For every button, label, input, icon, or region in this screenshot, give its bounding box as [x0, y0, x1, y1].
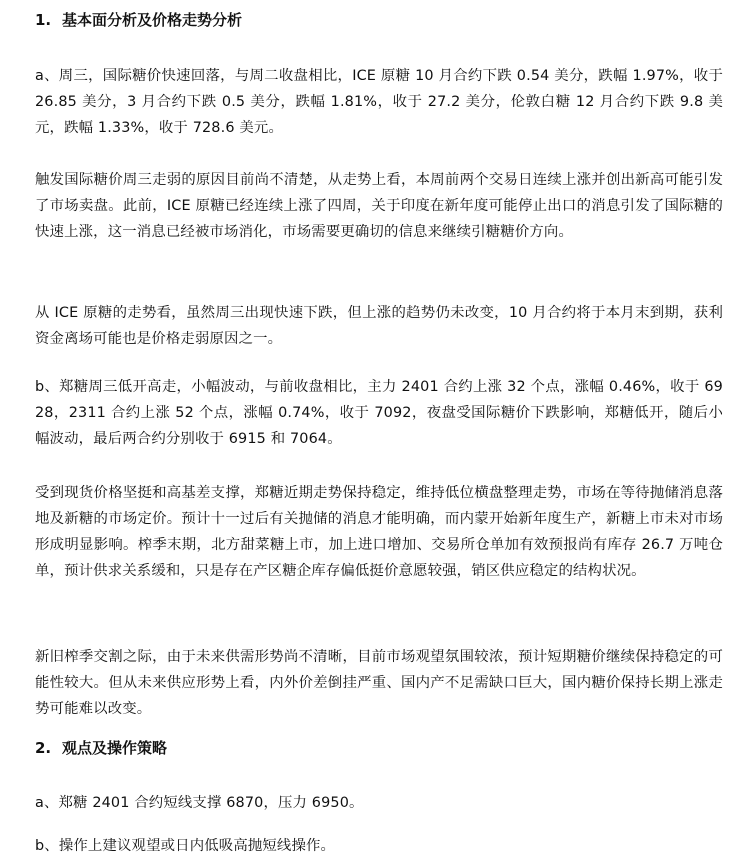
section-heading-strategy [35, 738, 167, 758]
paragraph-support-resistance: a、郑糖 2401 合约短线支撑 6870，压力 6950。 [35, 795, 364, 812]
section-heading-analysis [35, 10, 242, 30]
section-title: 观点及操作策略 [62, 739, 168, 757]
paragraph-ice-trend: 从 ICE 原糖的走势看，虽然周三出现快速下跌，但上涨的趋势仍未改变，10 月合约将于本月末到期，获利资金离场可能也是价格走弱原因之一。 [35, 305, 723, 348]
section-number: 1. [35, 11, 52, 29]
paragraph-operation-advice: b、操作上建议观望或日内低吸高抛短线操作。 [35, 838, 336, 855]
paragraph-ice-sugar-prices: a、周三，国际糖价快速回落，与周二收盘相比，ICE 原糖 10 月合约下跌 0.54 美分，跌幅 1.97%，收于 26.85 美分，3 月合约下跌 0.5 美分，跌幅 1.81%，收于 27.2 美分，伦敦白糖 12 月合约下跌 9.8 美元，跌幅 1.33%，收于 728.6 美元。 [35, 68, 723, 137]
paragraph-season-outlook: 新旧榨季交割之际，由于未来供需形势尚不清晰，目前市场观望氛围较浓，预计短期糖价继续保持稳定的可能性较大。但从未来供应形势上看，内外价差倒挂严重、国内产不足需缺口巨大，国内糖价保持长期上涨走势可能难以改变。 [35, 649, 723, 718]
paragraph-spot-support: 受到现货价格坚挺和高基差支撑，郑糖近期走势保持稳定，维持低位横盘整理走势，市场在等待抛储消息落地及新糖的市场定价。预计十一过后有关抛储的消息才能明确，而内蒙开始新年度生产，新糖上市未对市场形成明显影响。榨季末期，北方甜菜糖上市，加上进口增加、交易所仓单加有效预报尚有库存 26.7 万吨仓单，预计供求关系缓和，只是存在产区糖企库存偏低挺价意愿较强，销区供应稳定的结构状况。 [35, 485, 723, 580]
section-title: 基本面分析及价格走势分析 [62, 11, 243, 29]
paragraph-zhengzhou-sugar: b、郑糖周三低开高走，小幅波动，与前收盘相比，主力 2401 合约上涨 32 个点，涨幅 0.46%，收于 6928，2311 合约上涨 52 个点，涨幅 0.74%，收于 7092，夜盘受国际糖价下跌影响，郑糖低开，随后小幅波动，最后两合约分别收于 6915 和 7064。 [35, 379, 723, 448]
paragraph-decline-reason: 触发国际糖价周三走弱的原因目前尚不清楚，从走势上看，本周前两个交易日连续上涨并创出新高可能引发了市场卖盘。此前，ICE 原糖已经连续上涨了四周，关于印度在新年度可能停止出口的消息引发了国际糖的快速上涨，这一消息已经被市场消化，市场需要更确切的信息来继续引糖糖价方向。 [35, 172, 723, 241]
section-number: 2. [35, 739, 52, 757]
